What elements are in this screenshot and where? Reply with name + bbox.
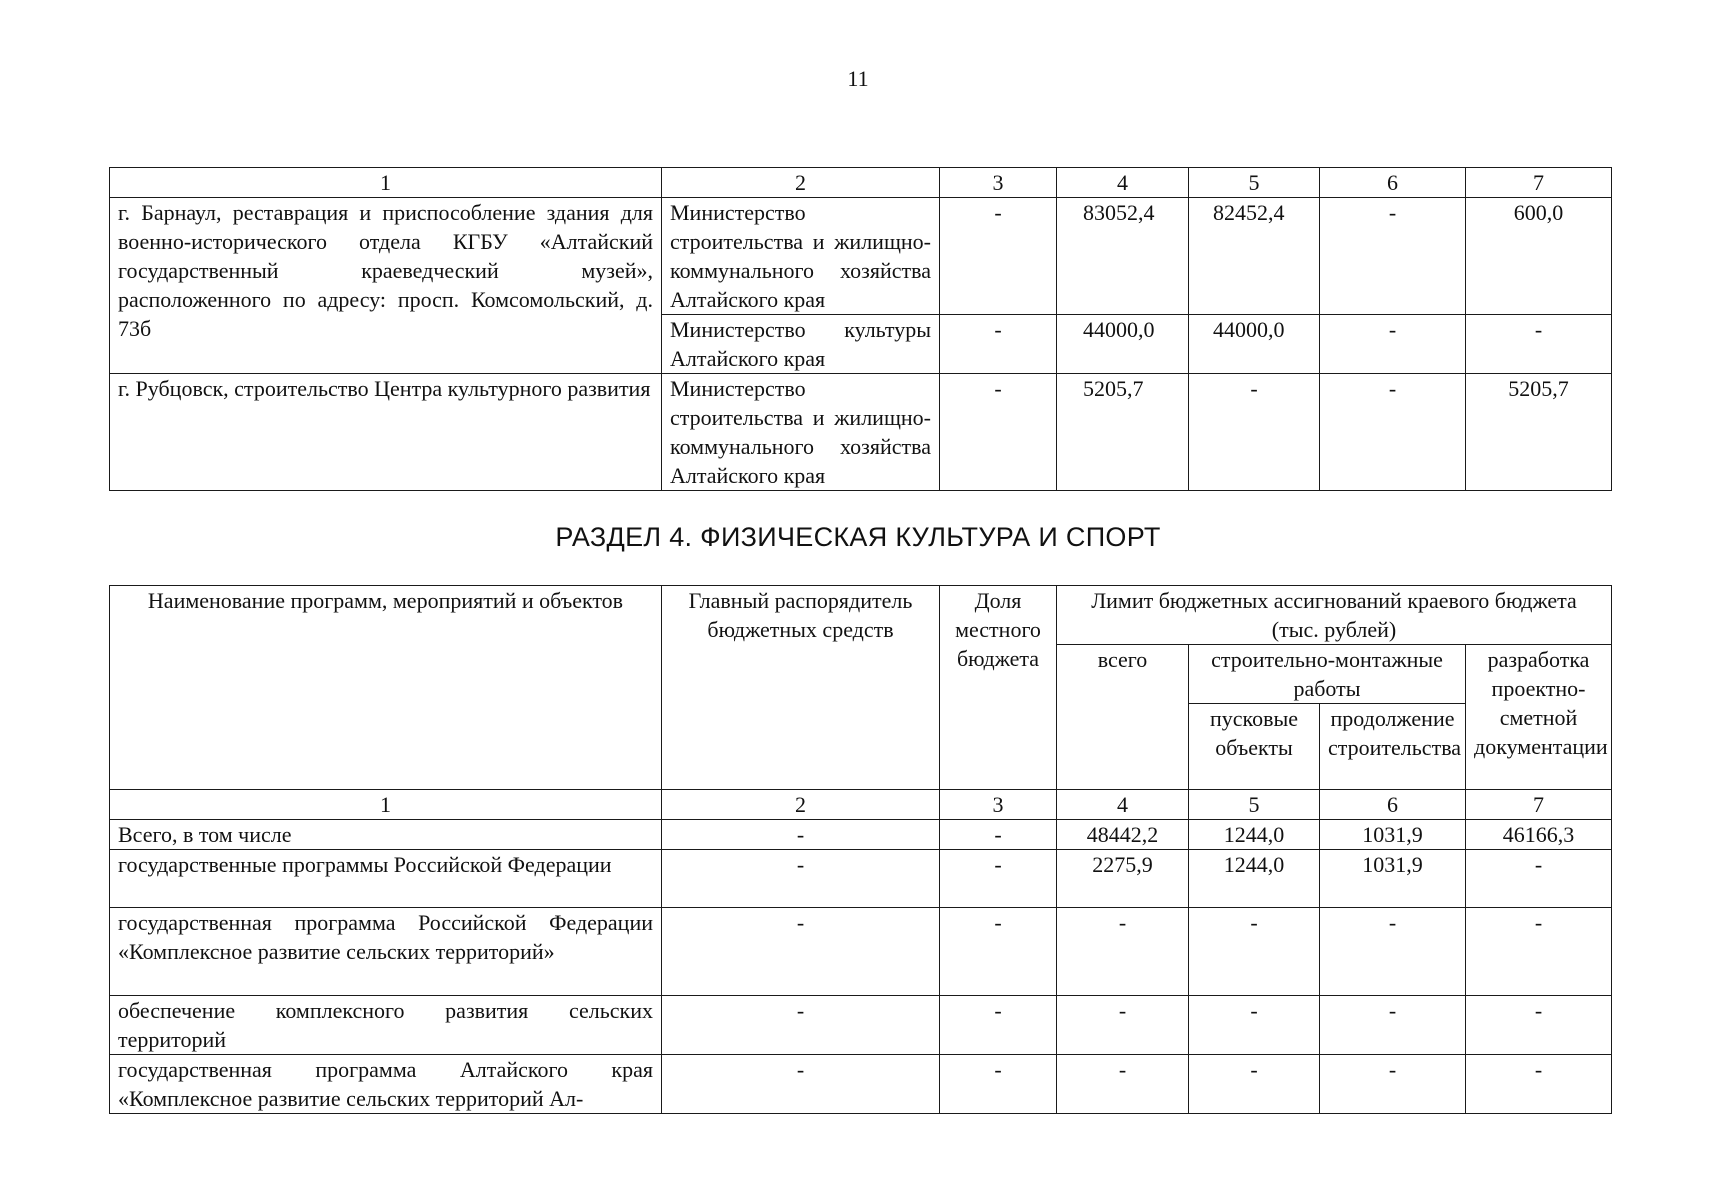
upper-table	[109, 167, 1612, 491]
table-row	[110, 374, 1612, 491]
manager-cell: -	[662, 908, 940, 996]
upper-col-num: 1	[110, 168, 662, 198]
section-title: РАЗДЕЛ 4. ФИЗИЧЕСКАЯ КУЛЬТУРА И СПОРТ	[555, 522, 1161, 552]
upper-col-num: 4	[1057, 168, 1189, 198]
manager-cell: -	[662, 996, 940, 1055]
total-cell: -	[1057, 996, 1189, 1055]
header-name: Наименование программ, мероприятий и объектов	[110, 586, 662, 790]
continuation-cell: 1031,9	[1320, 850, 1466, 908]
ministry-cell: Министерство строительства и жилищно-коммунального хозяйства Алтайского края	[662, 198, 940, 315]
local-share-cell: -	[940, 996, 1057, 1055]
design-cell: 600,0	[1466, 198, 1612, 315]
lower-col-num: 7	[1466, 790, 1612, 820]
program-name-cell: государственные программы Российской Федерации	[110, 850, 662, 908]
upper-col-num: 3	[940, 168, 1057, 198]
total-cell: 44000,0	[1057, 315, 1189, 374]
continuation-cell: -	[1320, 996, 1466, 1055]
continuation-cell: -	[1320, 198, 1466, 315]
manager-cell: -	[662, 850, 940, 908]
local-share-cell: -	[940, 198, 1057, 315]
manager-cell: -	[662, 1055, 940, 1114]
total-cell: 83052,4	[1057, 198, 1189, 315]
header-manager: Главный распорядитель бюджетных средств	[662, 586, 940, 790]
upper-column-numbers-row	[110, 168, 1612, 198]
total-cell: -	[1057, 1055, 1189, 1114]
total-cell: 48442,2	[1057, 820, 1189, 850]
program-name-cell: государственная программа Российской Федерации «Комплексное развитие сельских территорий»	[110, 908, 662, 996]
lower-col-num: 5	[1189, 790, 1320, 820]
object-name-cell: г. Рубцовск, строительство Центра культурного развития	[110, 374, 662, 491]
launch-cell: 1244,0	[1189, 820, 1320, 850]
header-total: всего	[1057, 645, 1189, 790]
continuation-cell: -	[1320, 908, 1466, 996]
upper-col-num: 7	[1466, 168, 1612, 198]
ministry-cell: Министерство культуры Алтайского края	[662, 315, 940, 374]
total-cell: 2275,9	[1057, 850, 1189, 908]
program-name-cell: Всего, в том числе	[110, 820, 662, 850]
header-construction: строительно-монтажные работы	[1189, 645, 1466, 704]
lower-col-num: 1	[110, 790, 662, 820]
header-local-share: Доля местного бюджета	[940, 586, 1057, 790]
continuation-cell: 1031,9	[1320, 820, 1466, 850]
local-share-cell: -	[940, 1055, 1057, 1114]
launch-cell: 82452,4	[1189, 198, 1320, 315]
manager-cell: -	[662, 820, 940, 850]
header-continuation: продолжение строительства	[1320, 704, 1466, 790]
lower-col-num: 6	[1320, 790, 1466, 820]
upper-col-num: 2	[662, 168, 940, 198]
design-cell: 5205,7	[1466, 374, 1612, 491]
upper-col-num: 5	[1189, 168, 1320, 198]
continuation-cell: -	[1320, 1055, 1466, 1114]
lower-col-num: 4	[1057, 790, 1189, 820]
lower-col-num: 3	[940, 790, 1057, 820]
design-cell: -	[1466, 315, 1612, 374]
table-row	[110, 908, 1612, 996]
launch-cell: 1244,0	[1189, 850, 1320, 908]
launch-cell: -	[1189, 374, 1320, 491]
design-cell: -	[1466, 850, 1612, 908]
local-share-cell: -	[940, 820, 1057, 850]
lower-col-num: 2	[662, 790, 940, 820]
table-row	[110, 1055, 1612, 1114]
design-cell: 46166,3	[1466, 820, 1612, 850]
total-cell: 5205,7	[1057, 374, 1189, 491]
header-limit: Лимит бюджетных ассигнований краевого бюджета (тыс. рублей)	[1057, 586, 1612, 645]
ministry-cell: Министерство строительства и жилищно-коммунального хозяйства Алтайского края	[662, 374, 940, 491]
table-row	[110, 850, 1612, 908]
launch-cell: -	[1189, 996, 1320, 1055]
header-row	[110, 586, 1612, 645]
header-design: разработка проектно-сметной документации	[1466, 645, 1612, 790]
launch-cell: -	[1189, 908, 1320, 996]
table-row	[110, 198, 1612, 315]
lower-column-numbers-row	[110, 790, 1612, 820]
local-share-cell: -	[940, 850, 1057, 908]
page-number: 11	[847, 66, 869, 91]
continuation-cell: -	[1320, 374, 1466, 491]
design-cell: -	[1466, 1055, 1612, 1114]
program-name-cell: государственная программа Алтайского края «Комплексное развитие сельских территорий Ал-	[110, 1055, 662, 1114]
lower-table	[109, 585, 1612, 1114]
table-row	[110, 820, 1612, 850]
total-cell: -	[1057, 908, 1189, 996]
launch-cell: -	[1189, 1055, 1320, 1114]
upper-col-num: 6	[1320, 168, 1466, 198]
local-share-cell: -	[940, 908, 1057, 996]
local-share-cell: -	[940, 374, 1057, 491]
continuation-cell: -	[1320, 315, 1466, 374]
design-cell: -	[1466, 996, 1612, 1055]
local-share-cell: -	[940, 315, 1057, 374]
design-cell: -	[1466, 908, 1612, 996]
header-launch: пусковые объекты	[1189, 704, 1320, 790]
launch-cell: 44000,0	[1189, 315, 1320, 374]
program-name-cell: обеспечение комплексного развития сельских территорий	[110, 996, 662, 1055]
object-name-cell: г. Барнаул, реставрация и приспособление здания для военно-исторического отдела КГБУ «Алтайский государственный краеведческий музей», расположенного по адресу: просп. Комсомольский, д. 73б	[110, 198, 662, 374]
table-row	[110, 996, 1612, 1055]
